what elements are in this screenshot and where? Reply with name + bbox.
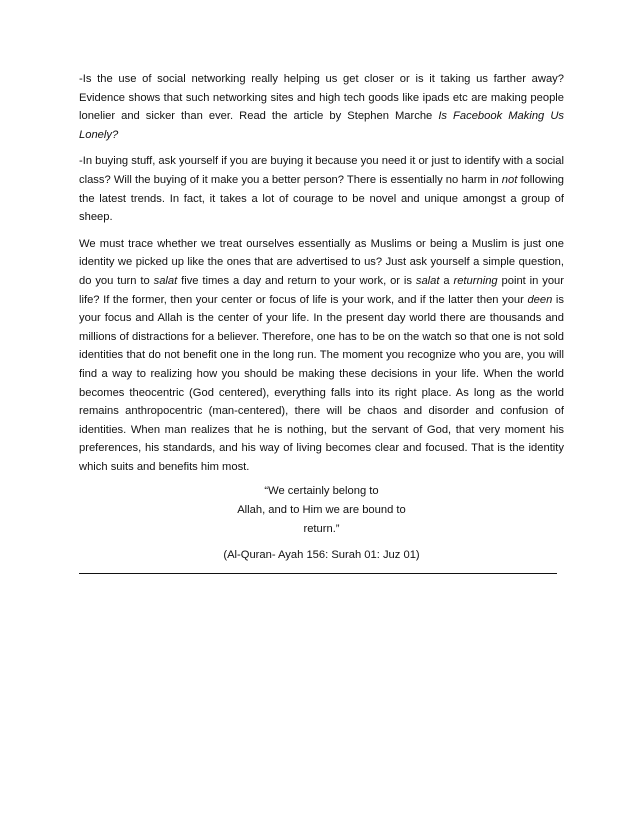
quote-line-2: Allah, and to Him we are bound to [237, 504, 406, 517]
quote-line-3: return.” [303, 522, 340, 535]
quote-line-1: “We certainly belong to [264, 485, 379, 498]
emphasis-deen: deen [527, 293, 553, 306]
paragraph-identity-text-e: is your focus and Allah is the center of your life. In the present day world there are thousands and millions of distractions for a believer. Therefore, one has to be on the watch so that one is not sold identities that do not benefit one in the long run. The moment you recognize who you are, you will find a way to realizing how you should be making these decisions in your life. When the world becomes theocentric (God centered), everything falls into its right place. As long as the world remains anthropocentric (man-centered), there will be chaos and disorder and confusion of identities. When man realizes that he is nothing, but the servant of God, that very moment his preferences, his standards, and his way of living becomes clear and focused. That is the identity which suits and benefits him most. [79, 293, 565, 473]
document-body [79, 70, 564, 574]
paragraph-identity-text-d: point in your life? If the former, then your center or focus of life is your work, and if the latter then your [79, 274, 564, 306]
emphasis-salat-2: salat [415, 274, 440, 287]
quran-quote [79, 482, 564, 564]
paragraph-social-networking [79, 70, 564, 144]
emphasis-not: not [501, 173, 518, 186]
emphasis-returning: returning [453, 274, 498, 287]
paragraph-identity-text-b: five times a day and return to your work, or is [177, 274, 416, 287]
paragraph-buying-stuff-text-b: following the latest trends. In fact, it takes a lot of courage to be novel and unique amongst a group of sheep. [79, 173, 565, 224]
paragraph-identity-text-a: We must trace whether we treat ourselves essentially as Muslims or being a Muslim is just one identity we picked up like the ones that are advertised to us? Just ask yourself a simple question, do you turn to [79, 237, 564, 287]
horizontal-rule [79, 573, 557, 574]
paragraph-buying-stuff [79, 152, 564, 226]
paragraph-social-networking-text: -Is the use of social networking really helping us get closer or is it taking us farther away? Evidence shows that such networking sites and high tech goods like ipads etc are making people lonelier and sicker than ever. Read the article by Stephen Marche [79, 73, 564, 123]
article-title: Is Facebook Making Us Lonely? [79, 110, 564, 141]
paragraph-identity [79, 235, 564, 477]
emphasis-salat-1: salat [153, 274, 178, 287]
quote-citation: (Al-Quran- Ayah 156: Surah 01: Juz 01) [223, 549, 420, 562]
paragraph-identity-text-c: a [439, 274, 454, 287]
paragraph-buying-stuff-text-a: -In buying stuff, ask yourself if you are buying it because you need it or just to identify with a social class? Will the buying of it make you a better person? There is essentially no harm in [79, 155, 564, 186]
